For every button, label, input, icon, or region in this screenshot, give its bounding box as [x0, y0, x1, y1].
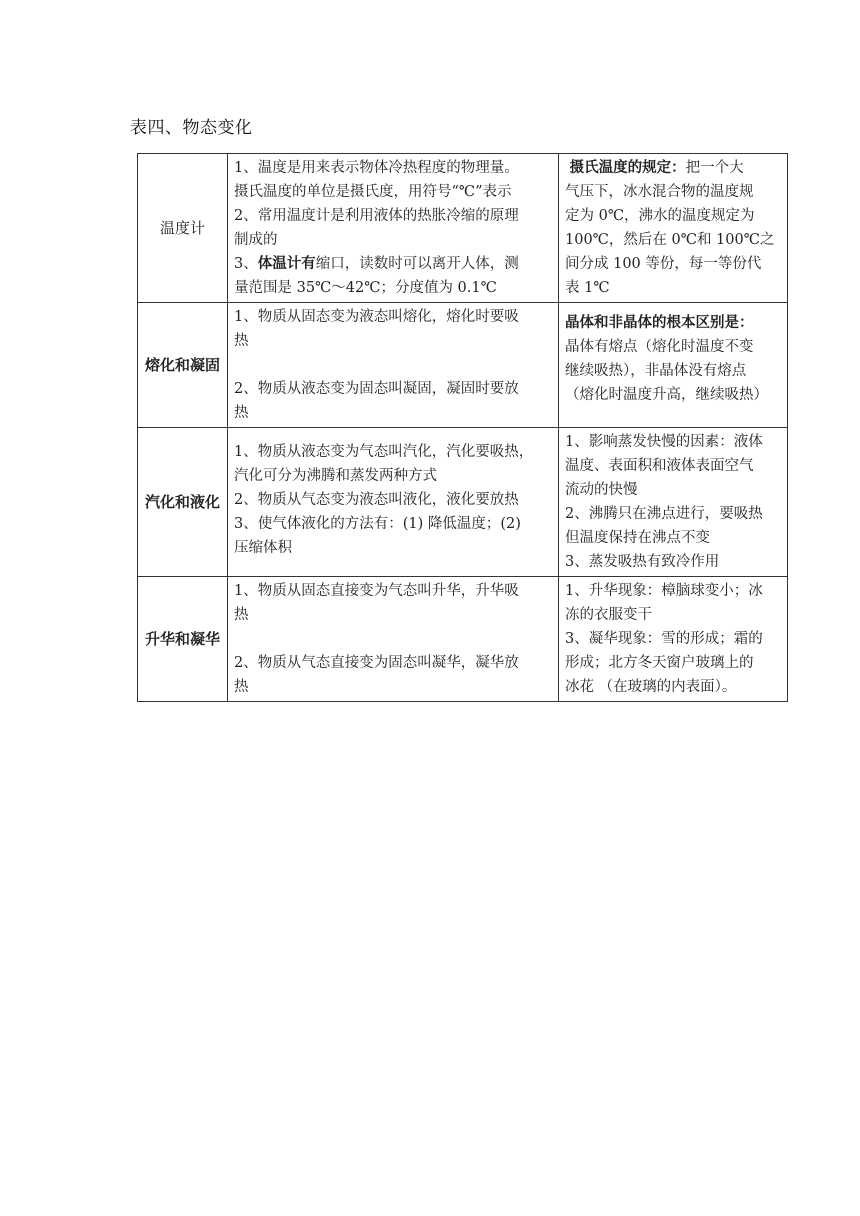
melting-facts	[228, 303, 559, 428]
state-change-table	[137, 153, 788, 702]
text-line: 晶体有熔点（熔化时温度不变	[565, 339, 754, 355]
celsius-definition	[559, 154, 788, 303]
text-line: 3、凝华现象：雪的形成；霜的	[565, 631, 763, 647]
text-line: 1、影响蒸发快慢的因素：液体	[565, 434, 763, 450]
text-line: （熔化时温度升高，继续吸热）	[565, 387, 768, 403]
text-line: 间分成 100 等份，每一等份代	[565, 256, 762, 272]
bold-heading: 摄氏温度的规定：	[569, 160, 686, 176]
page-title: 表四、物态变化	[130, 118, 253, 138]
spacer	[234, 353, 552, 377]
text-line: 3、使气体液化的方法有：(1) 降低温度；(2)	[234, 516, 521, 532]
text-line: 温度、表面积和液体表面空气	[565, 458, 754, 474]
text-line: 流动的快慢	[565, 482, 638, 498]
bold-heading: 晶体和非晶体的根本区别是：	[565, 315, 754, 331]
text-line: 2、沸腾只在沸点进行，要吸热	[565, 506, 763, 522]
text-line: 1、物质从液态变为气态叫汽化，汽化要吸热，	[234, 444, 534, 460]
text-line: 摄氏温度的单位是摄氏度，用符号“℃”表示	[234, 184, 512, 200]
vaporization-facts	[228, 428, 559, 577]
text-line: 气压下，冰水混合物的温度规	[565, 184, 754, 200]
text-line: 继续吸热），非晶体没有熔点	[565, 363, 747, 379]
text-line: 压缩体积	[234, 540, 292, 556]
text-fragment: 把一个大	[685, 160, 744, 176]
table-row	[138, 577, 788, 702]
table-row	[138, 303, 788, 428]
text-line: 2、物质从气态变为液态叫液化，液化要放热	[234, 492, 519, 508]
text-line-with-bold: 3、体温计有缩口，读数时可以离开人体，测	[234, 256, 519, 272]
evaporation-notes	[559, 428, 788, 577]
text-line: 冻的衣服变干	[565, 607, 652, 623]
row-label-thermometer: 温度计	[138, 154, 228, 303]
text-line: 1、物质从固态直接变为气态叫升华，升华吸	[234, 583, 519, 599]
row-label-melting: 熔化和凝固	[138, 303, 228, 428]
table-row	[138, 154, 788, 303]
text-line: 量范围是 35℃～42℃；分度值为 0.1℃	[234, 280, 497, 296]
text-line: 100℃，然后在 0℃和 100℃之	[565, 232, 775, 248]
text-line: 定为 0℃，沸水的温度规定为	[565, 208, 755, 224]
spacer	[234, 627, 552, 651]
text-line: 热	[234, 679, 249, 695]
text-line: 2、常用温度计是利用液体的热胀冷缩的原理	[234, 208, 519, 224]
text-line: 形成；北方冬天窗户玻璃上的	[565, 655, 754, 671]
text-line: 冰花 （在玻璃的内表面）。	[565, 679, 737, 695]
text-line	[565, 156, 781, 180]
text-line: 热	[234, 333, 249, 349]
sublimation-facts	[228, 577, 559, 702]
row-label-vaporization: 汽化和液化	[138, 428, 228, 577]
text-line: 制成的	[234, 232, 278, 248]
text-line: 1、温度是用来表示物体冷热程度的物理量。	[234, 160, 519, 176]
text-line: 2、物质从气态直接变为固态叫凝华，凝华放	[234, 655, 519, 671]
sublimation-examples	[559, 577, 788, 702]
text-line: 热	[234, 607, 249, 623]
text-line: 热	[234, 405, 249, 421]
bold-term: 体温计有	[257, 256, 316, 272]
thermometer-facts	[228, 154, 559, 303]
crystal-difference	[559, 303, 788, 428]
text-line: 汽化可分为沸腾和蒸发两种方式	[234, 468, 437, 484]
table-row	[138, 428, 788, 577]
text-line: 1、物质从固态变为液态叫熔化，熔化时要吸	[234, 309, 519, 325]
text-line: 3、蒸发吸热有致冷作用	[565, 554, 720, 570]
row-label-sublimation: 升华和凝华	[138, 577, 228, 702]
text-line: 2、物质从液态变为固态叫凝固，凝固时要放	[234, 381, 519, 397]
text-line: 1、升华现象：樟脑球变小；冰	[565, 583, 763, 599]
text-line: 但温度保持在沸点不变	[565, 530, 710, 546]
text-line: 表 1℃	[565, 280, 610, 296]
